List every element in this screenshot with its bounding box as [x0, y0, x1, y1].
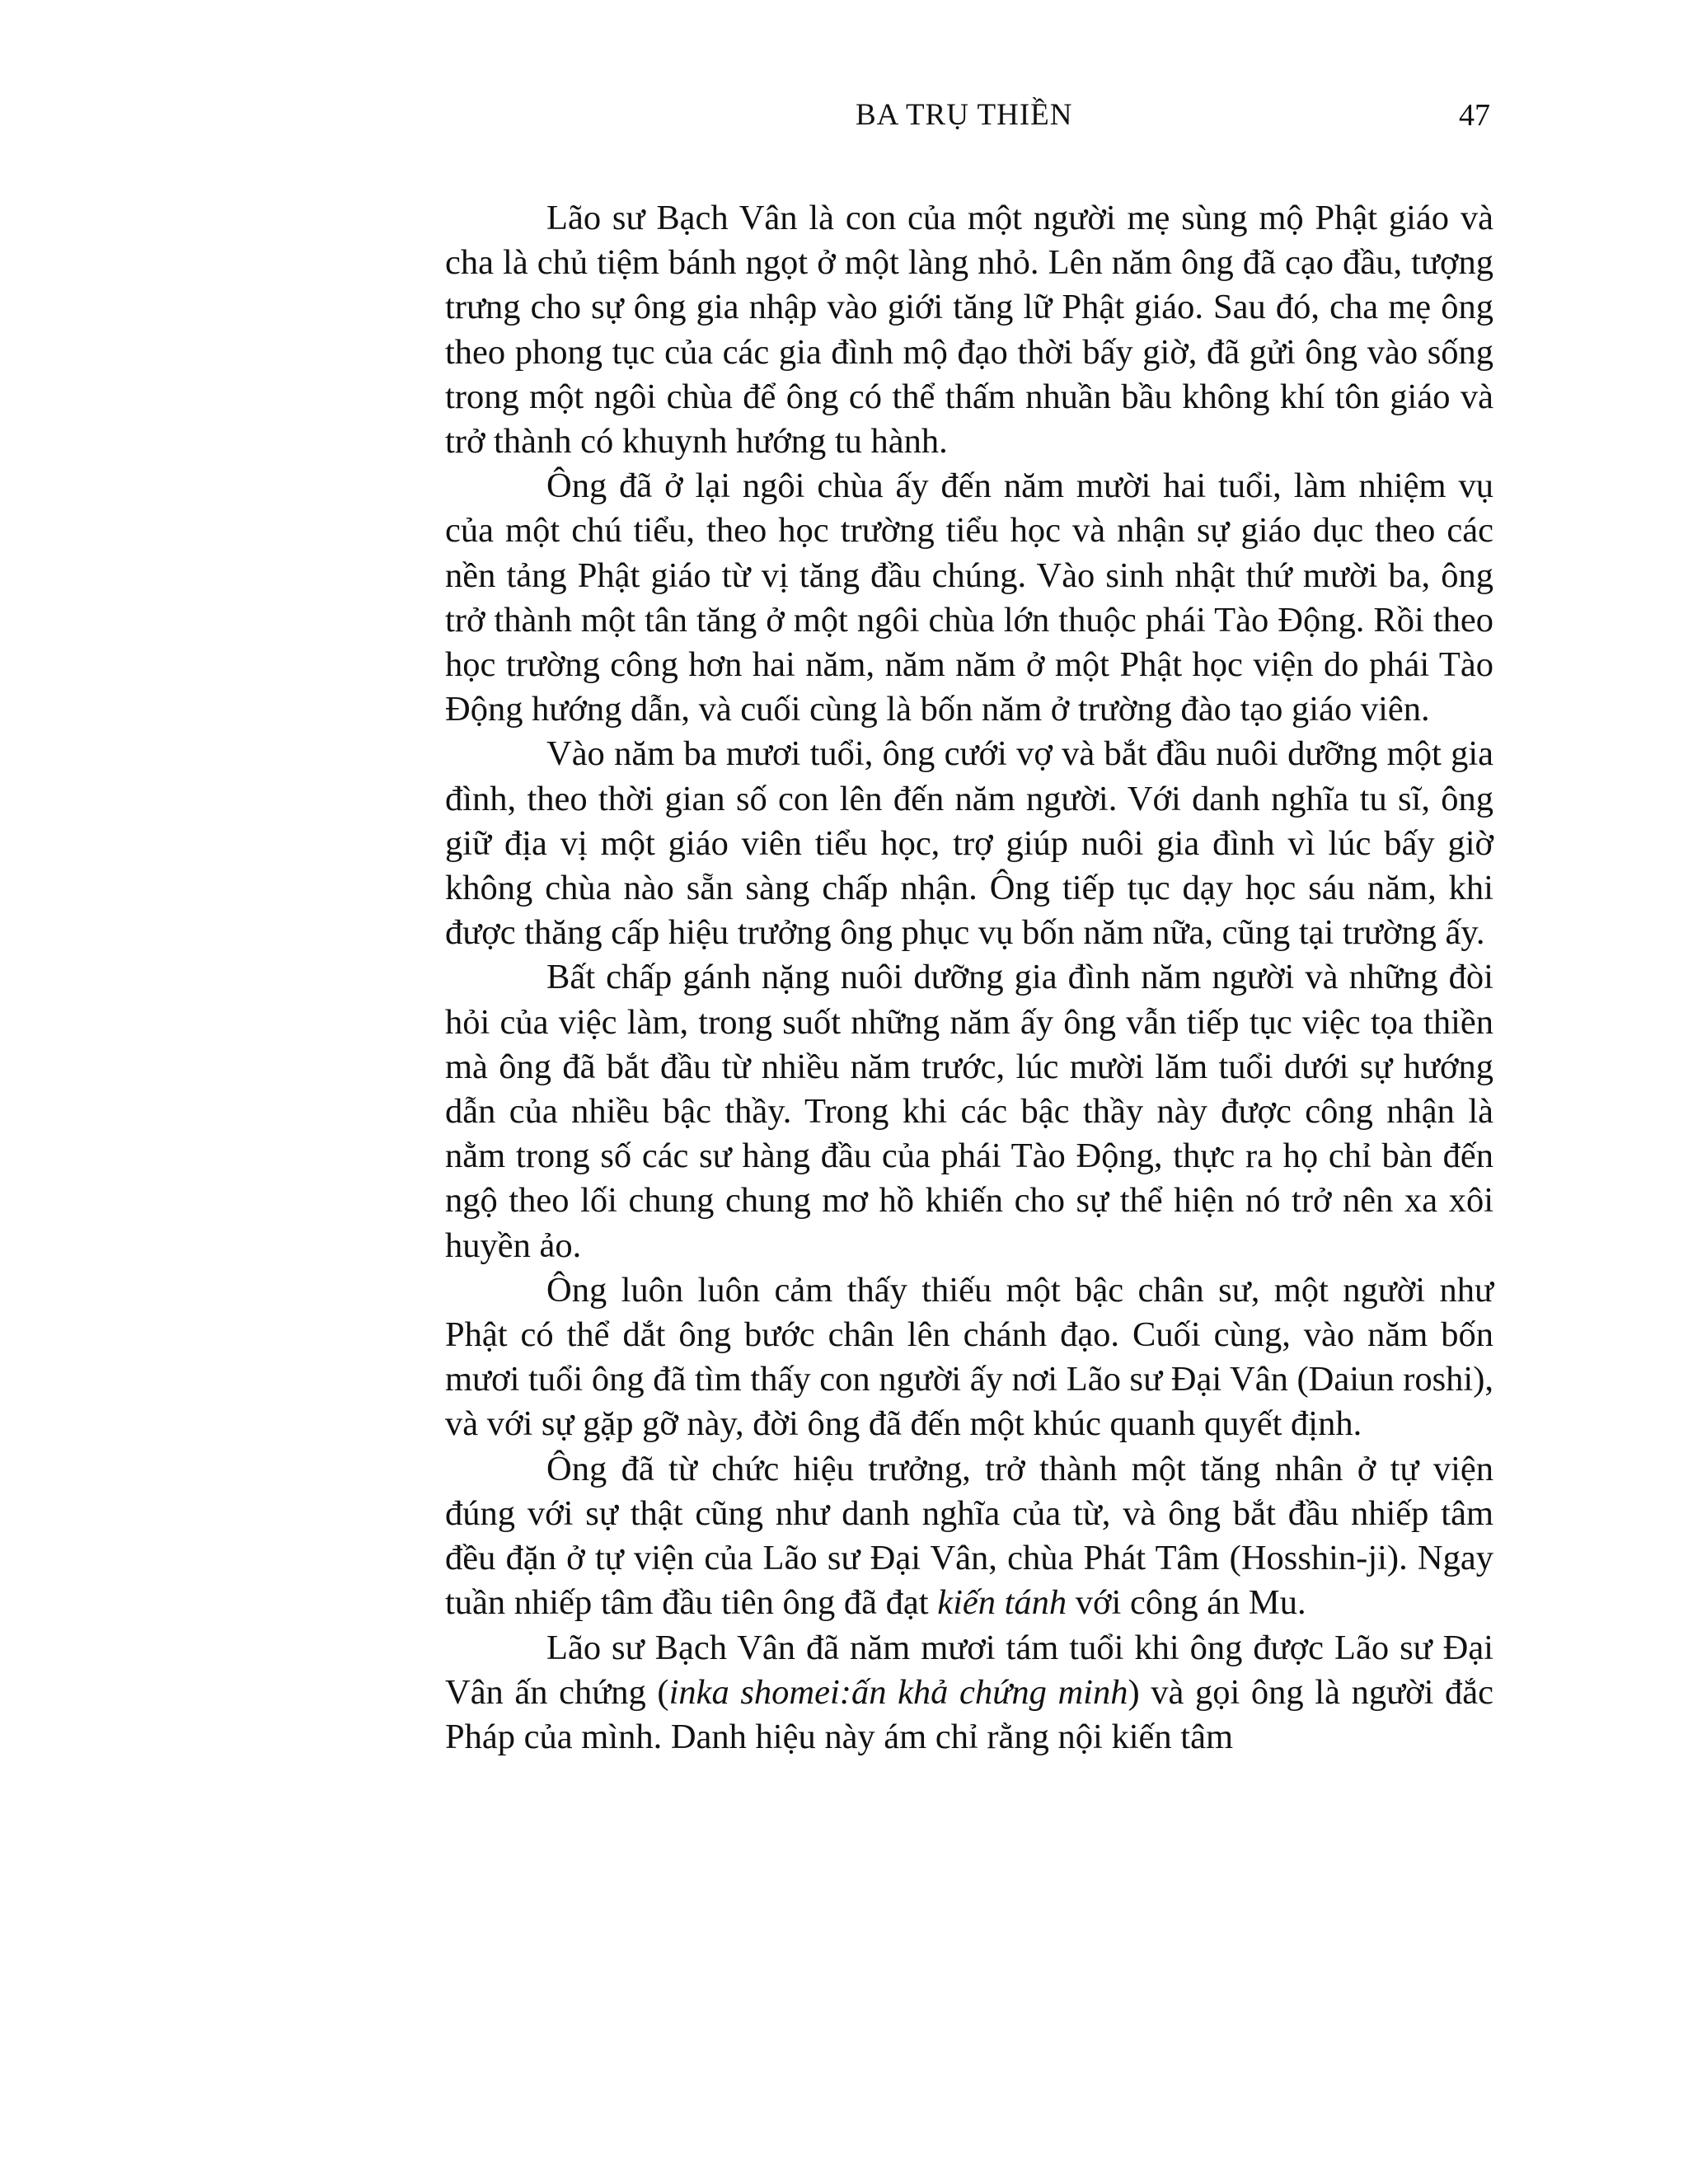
paragraph-7-text-end: ) và gọi ông là người đắc Pháp của mình. Danh hiệu này ám chỉ rằng nội kiến tâm — [445, 1672, 1493, 1756]
paragraph-1: Lão sư Bạch Vân là con của một người mẹ sùng mộ Phật giáo và cha là chủ tiệm bánh ngọt ở một làng nhỏ. Lên năm ông đã cạo đầu, tượng trưng cho sự ông gia nhập vào giới tăng lữ Phật giáo. Sau đó, cha mẹ ông theo phong tục của các gia đình mộ đạo thời bấy giờ, đã gửi ông vào sống trong một ngôi chùa để ông có thể thấm nhuần bầu không khí tôn giáo và trở thành có khuynh hướng tu hành. — [445, 199, 1493, 462]
paragraph-6 — [445, 1447, 1493, 1626]
body-text — [445, 196, 1493, 1760]
paragraph-6-text-end: với công án Mu. — [1067, 1583, 1306, 1623]
paragraph-7 — [445, 1626, 1493, 1760]
running-header — [0, 97, 1688, 138]
paragraph-4: Bất chấp gánh nặng nuôi dưỡng gia đình năm người và những đòi hỏi của việc làm, trong suốt những năm ấy ông vẫn tiếp tục việc tọa thiền mà ông đã bắt đầu từ nhiều năm trước, lúc mười lăm tuổi dưới sự hướng dẫn của nhiều bậc thầy. Trong khi các bậc thầy này được công nhận là nằm trong số các sư hàng đầu của phái Tào Động, thực ra họ chỉ bàn đến ngộ theo lối chung chung mơ hồ khiến cho sự thể hiện nó trở nên xa xôi huyền ảo. — [445, 958, 1493, 1265]
paragraph-2: Ông đã ở lại ngôi chùa ấy đến năm mười hai tuổi, làm nhiệm vụ của một chú tiểu, theo học trường tiểu học và nhận sự giáo dục theo các nền tảng Phật giáo từ vị tăng đầu chúng. Vào sinh nhật thứ mười ba, ông trở thành một tân tăng ở một ngôi chùa lớn thuộc phái Tào Động. Rồi theo học trường công hơn hai năm, năm năm ở một Phật học viện do phái Tào Động hướng dẫn, và cuối cùng là bốn năm ở trường đào tạo giáo viên. — [445, 466, 1493, 729]
paragraph-7-text-start: Lão sư Bạch Vân đã năm mươi tám tuổi khi ông được Lão sư Đại Vân ấn chứng ( — [445, 1628, 1493, 1712]
page-number: 47 — [1459, 98, 1490, 133]
paragraph-6-italic-term: kiến tánh — [937, 1583, 1067, 1623]
running-title: BA TRỤ THIỀN — [856, 98, 1073, 132]
paragraph-3: Vào năm ba mươi tuổi, ông cưới vợ và bắt đầu nuôi dưỡng một gia đình, theo thời gian số con lên đến năm người. Với danh nghĩa tu sĩ, ông giữ địa vị một giáo viên tiểu học, trợ giúp nuôi gia đình vì lúc bấy giờ không chùa nào sẵn sàng chấp nhận. Ông tiếp tục dạy học sáu năm, khi được thăng cấp hiệu trưởng ông phục vụ bốn năm nữa, cũng tại trường ấy. — [445, 734, 1493, 953]
paragraph-6-text-start: Ông đã từ chức hiệu trưởng, trở thành một tăng nhân ở tự viện đúng với sự thật cũng như danh nghĩa của từ, và ông bắt đầu nhiếp tâm đều đặn ở tự viện của Lão sư Đại Vân, chùa Phát Tâm (Hosshin-ji). Ngay tuần nhiếp tâm đầu tiên ông đã đạt — [445, 1449, 1493, 1623]
paragraph-5: Ông luôn luôn cảm thấy thiếu một bậc chân sư, một người như Phật có thể dắt ông bước chân lên chánh đạo. Cuối cùng, vào năm bốn mươi tuổi ông đã tìm thấy con người ấy nơi Lão sư Đại Vân (Daiun roshi), và với sự gặp gỡ này, đời ông đã đến một khúc quanh quyết định. — [445, 1270, 1493, 1444]
paragraph-7-italic-term: inka shomei:ấn khả chứng minh — [668, 1672, 1128, 1712]
